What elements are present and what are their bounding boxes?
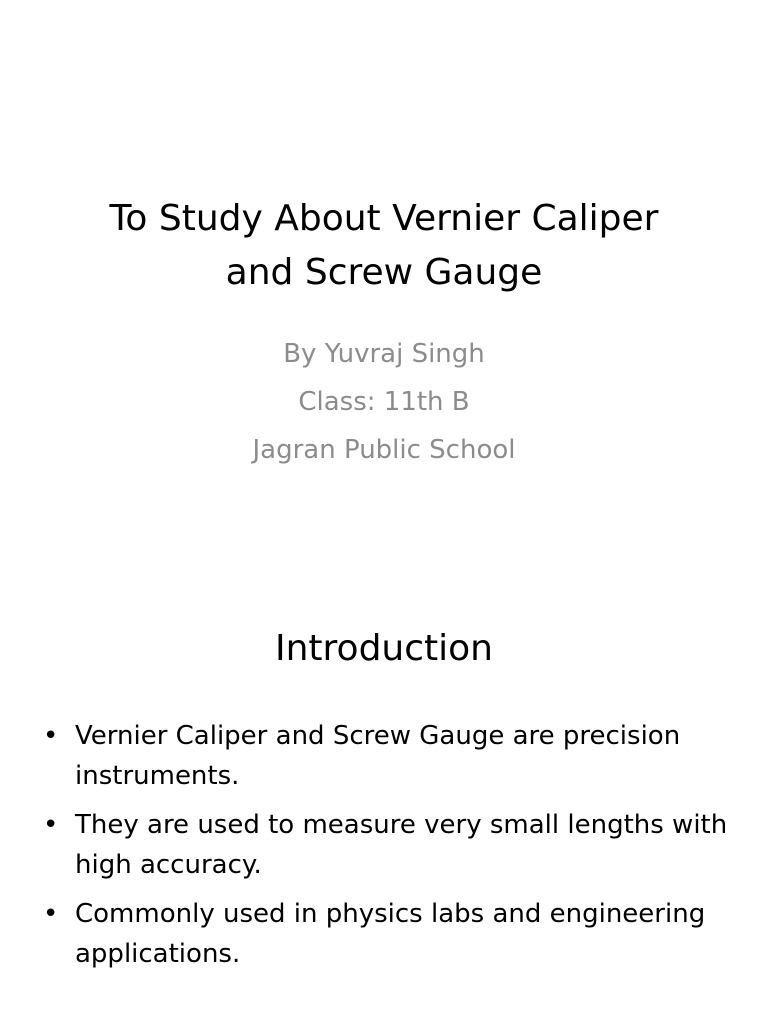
class-line: Class: 11th B bbox=[298, 387, 470, 417]
bullet-text: Vernier Caliper and Screw Gauge are precision instruments. bbox=[75, 721, 681, 791]
title-line-1: To Study About Vernier Caliper bbox=[109, 198, 659, 239]
bullet-list bbox=[40, 716, 730, 983]
bullet-item bbox=[40, 716, 730, 796]
school-line: Jagran Public School bbox=[252, 435, 516, 465]
bullet-item bbox=[40, 805, 730, 885]
introduction-heading: Introduction bbox=[274, 628, 493, 669]
bullet-text: Commonly used in physics labs and engineering applications. bbox=[75, 899, 706, 969]
introduction-slide bbox=[0, 576, 768, 1024]
slide-title bbox=[40, 192, 728, 300]
title-line-2: and Screw Gauge bbox=[225, 252, 543, 293]
bullet-item bbox=[40, 894, 730, 974]
slide-subtitle bbox=[40, 330, 728, 474]
bullet-text: They are used to measure very small lengths with high accuracy. bbox=[75, 810, 728, 880]
bullet-icon: • bbox=[43, 899, 59, 929]
bullet-icon: • bbox=[43, 721, 59, 751]
author-line: By Yuvraj Singh bbox=[283, 339, 485, 369]
bullet-icon: • bbox=[43, 810, 59, 840]
